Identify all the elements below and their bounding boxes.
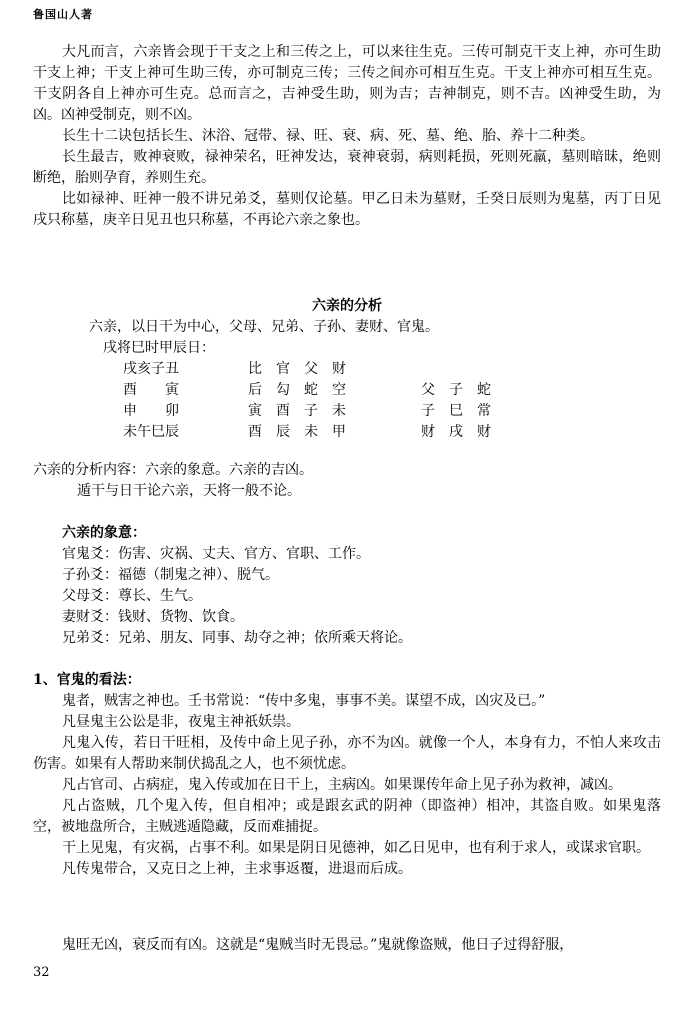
section-title: 六亲的分析 — [312, 298, 382, 314]
analysis-content: 六亲的分析内容：六亲的象意。六亲的吉凶。 — [33, 462, 313, 478]
paragraph: 长生十二诀包括长生、沐浴、冠带、禄、旺、衰、病、死、墓、绝、胎、养十二种类。 — [62, 128, 594, 144]
chart-cell: 寅 酉 子 未 — [248, 403, 346, 419]
chart-cell: 申 卯 — [123, 403, 179, 419]
chart-row — [33, 422, 661, 443]
imagery-item: 兄弟爻：兄弟、朋友、同事、劫夺之神；依所乘天将论。 — [62, 630, 412, 646]
imagery-section — [33, 523, 661, 649]
analysis-note: 遁干与日干论六亲，天将一般不论。 — [77, 483, 301, 499]
lesson-chart — [33, 359, 661, 443]
chart-cell: 未午巳辰 — [123, 424, 179, 440]
paragraph: 凡鬼入传，若日干旺相，及传中命上见子孙，亦不为凶。就像一个人，本身有力，不怕人来攻击伤害。如果有人帮助来制伏捣乱之人，也不须忧虑。 — [33, 735, 661, 772]
paragraph: 凡昼鬼主公讼是非，夜鬼主神祇妖祟。 — [62, 714, 300, 730]
chart-cell: 比 官 父 财 — [248, 361, 346, 377]
analysis-section — [33, 460, 661, 502]
paragraph: 鬼旺无凶，衰反而有凶。这就是“鬼贼当时无畏忌。”鬼就像盗贼，他日子过得舒服， — [62, 937, 574, 953]
intro-section — [33, 42, 661, 231]
paragraph: 长生最吉，败神衰败，禄神荣名，旺神发达，衰神衰弱，病则耗损，死则死羸，墓则暗昧，绝则断绝，胎则孕育，养则生充。 — [33, 149, 661, 186]
chart-cell: 父 子 蛇 — [421, 382, 491, 398]
last-section — [33, 935, 661, 956]
chart-cell: 财 戌 财 — [421, 424, 491, 440]
paragraph: 比如禄神、旺神一般不讲兄弟爻，墓则仅论墓。甲乙日未为墓财，壬癸日辰则为鬼墓，丙丁日见戌只称墓，庚辛日见丑也只称墓，不再论六亲之象也。 — [33, 191, 661, 228]
chart-cell: 酉 寅 — [123, 382, 179, 398]
paragraph: 凡占官司、占病症，鬼入传或加在日干上，主病凶。如果课传年命上见子孙为救神，减凶。 — [62, 777, 622, 793]
paragraph: 大凡而言，六亲皆会现于干支之上和三传之上，可以来往生克。三传可制克干支上神，亦可生助干支上神；干支上神可生助三传，亦可制克三传；三传之间亦可相互生克。干支上神亦可相互生克。干支阴各自上神亦可生克。总而言之，吉神受生助，则为吉；吉神制克，则不吉。凶神受生助，为凶。凶神受制克，则不凶。 — [33, 44, 661, 123]
paragraph: 凡传鬼带合，又克日之上神，主求事返覆，进退而后成。 — [62, 861, 412, 877]
chart-cell: 后 勾 蛇 空 — [248, 382, 346, 398]
book-header: 鲁国山人著 — [33, 8, 93, 21]
imagery-item: 妻财爻：钱财、货物、饮食。 — [62, 609, 244, 625]
paragraph: 凡占盗贼，几个鬼入传，但自相冲；或是跟玄武的阴神（即盗神）相冲，其盗自败。如果鬼落空，被地盘所合，主贼逃遁隐藏，反而难捕捉。 — [33, 798, 661, 835]
imagery-item: 父母爻：尊长、生气。 — [62, 588, 202, 604]
chart-row — [33, 380, 661, 401]
guangui-section — [33, 670, 661, 880]
guangui-title: 1、官鬼的看法： — [33, 672, 141, 688]
imagery-title: 六亲的象意： — [62, 525, 146, 541]
page-number: 32 — [33, 965, 50, 980]
paragraph: 鬼者，贼害之神也。壬书常说：“传中多鬼，事事不美。谋望不成，凶灾及已。” — [62, 693, 546, 709]
chart-cell: 戌亥子丑 — [123, 361, 179, 377]
chart-row — [33, 401, 661, 422]
chart-label: 戌将巳时甲辰日： — [103, 340, 215, 356]
chart-cell: 子 巳 常 — [421, 403, 491, 419]
imagery-item: 官鬼爻：伤害、灾祸、丈夫、官方、官职、工作。 — [62, 546, 370, 562]
liuqin-section — [33, 296, 661, 443]
section-intro: 六亲，以日干为中心，父母、兄弟、子孙、妻财、官鬼。 — [89, 319, 439, 335]
paragraph: 干上见鬼，有灾祸，占事不利。如果是阴日见德神，如乙日见申，也有利于求人，或谋求官职。 — [62, 840, 650, 856]
imagery-item: 子孙爻：福德（制鬼之神）、脱气。 — [62, 567, 279, 583]
chart-row — [33, 359, 661, 380]
chart-cell: 酉 辰 未 甲 — [248, 424, 346, 440]
